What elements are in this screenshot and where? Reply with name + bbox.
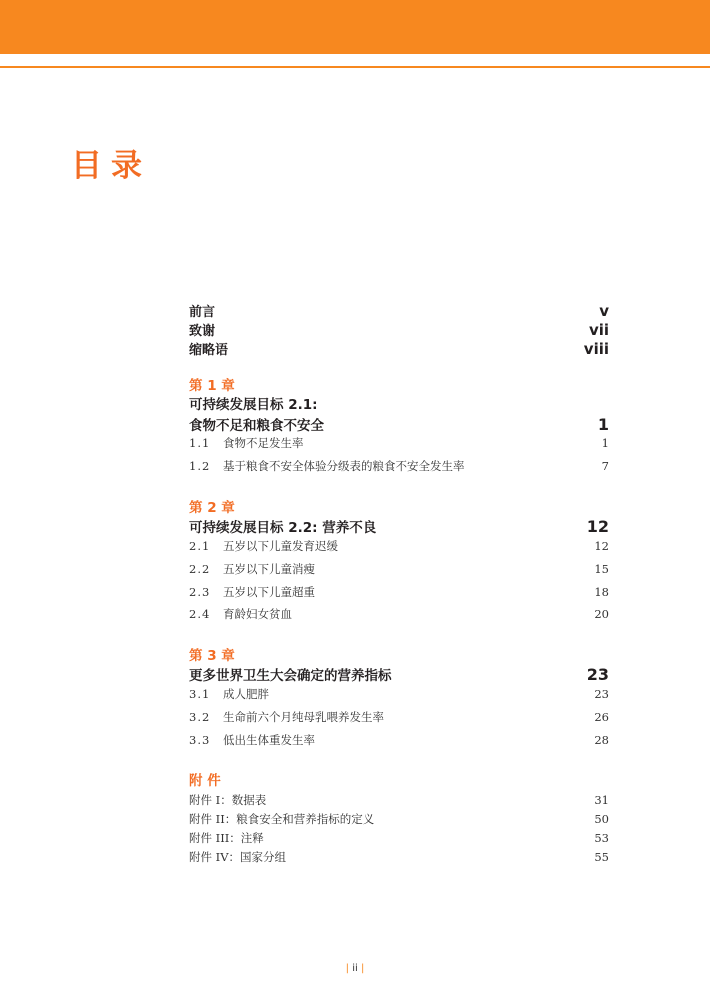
toc-entry-abbreviations[interactable] bbox=[189, 340, 609, 360]
section-number: 2.2 bbox=[189, 562, 211, 576]
section-title: 基于粮食不安全体验分级表的粮食不安全发生率 bbox=[223, 459, 465, 473]
chapter-1-title-line2[interactable] bbox=[189, 415, 609, 436]
section-title: 生命前六个月纯母乳喂养发生率 bbox=[223, 710, 384, 724]
section-number: 2.4 bbox=[189, 607, 211, 621]
section-number: 3.2 bbox=[189, 710, 211, 724]
toc-annex-3[interactable] bbox=[189, 830, 609, 846]
section-page: 26 bbox=[594, 710, 609, 724]
section-number: 1.2 bbox=[189, 459, 211, 473]
toc-annex-1[interactable] bbox=[189, 792, 609, 808]
page-footer bbox=[0, 963, 710, 974]
section-page: 1 bbox=[601, 436, 609, 450]
toc-entry-label: 缩略语 bbox=[189, 343, 229, 358]
section-number: 3.3 bbox=[189, 733, 211, 747]
page-title: 目录 bbox=[71, 148, 151, 184]
chapter-title-text: 更多世界卫生大会确定的营养指标 bbox=[189, 668, 392, 684]
section-number: 2.3 bbox=[189, 585, 211, 599]
toc-entry-page: viii bbox=[583, 340, 609, 358]
toc-section-3-1[interactable] bbox=[189, 686, 609, 702]
footer-bar-right: | bbox=[360, 963, 365, 974]
toc-section-2-4[interactable] bbox=[189, 606, 609, 622]
annex-page: 31 bbox=[594, 793, 609, 807]
section-number: 1.1 bbox=[189, 436, 211, 450]
section-title: 五岁以下儿童消瘦 bbox=[223, 562, 315, 576]
section-page: 15 bbox=[594, 562, 609, 576]
toc-section-1-1[interactable] bbox=[189, 435, 609, 451]
chapter-page: 23 bbox=[586, 665, 609, 684]
toc-entry-label: 前言 bbox=[189, 305, 216, 320]
chapter-page: 1 bbox=[597, 415, 609, 434]
annex-title: 附件 IV：国家分组 bbox=[189, 850, 287, 864]
toc-annex-4[interactable] bbox=[189, 849, 609, 865]
section-title: 食物不足发生率 bbox=[223, 436, 304, 450]
chapter-2-label: 第 2 章 bbox=[189, 500, 235, 516]
toc-entry-page: vii bbox=[588, 321, 609, 339]
section-page: 28 bbox=[594, 733, 609, 747]
section-page: 20 bbox=[594, 607, 609, 621]
header-rule bbox=[0, 66, 710, 68]
annex-page: 53 bbox=[594, 831, 609, 845]
annex-title: 附件 II：粮食安全和营养指标的定义 bbox=[189, 812, 375, 826]
annex-page: 55 bbox=[594, 850, 609, 864]
toc-section-2-2[interactable] bbox=[189, 561, 609, 577]
chapter-1-label: 第 1 章 bbox=[189, 378, 235, 394]
chapter-title-text: 可持续发展目标 2.1: bbox=[189, 397, 318, 413]
section-title: 成人肥胖 bbox=[223, 687, 269, 701]
section-page: 18 bbox=[594, 585, 609, 599]
chapter-page: 12 bbox=[586, 517, 609, 536]
header-banner bbox=[0, 0, 710, 54]
toc-annex-2[interactable] bbox=[189, 811, 609, 827]
toc-section-3-2[interactable] bbox=[189, 709, 609, 725]
annex-label: 附 件 bbox=[189, 773, 221, 789]
toc-section-3-3[interactable] bbox=[189, 732, 609, 748]
toc-entry-page: v bbox=[599, 302, 609, 320]
toc-section-2-1[interactable] bbox=[189, 538, 609, 554]
page-number: ii bbox=[352, 963, 358, 974]
annex-title: 附件 I：数据表 bbox=[189, 793, 267, 807]
chapter-2-title[interactable] bbox=[189, 517, 609, 538]
chapter-3-title[interactable] bbox=[189, 665, 609, 686]
toc-section-1-2[interactable] bbox=[189, 458, 609, 474]
toc-section-2-3[interactable] bbox=[189, 584, 609, 600]
section-page: 12 bbox=[594, 539, 609, 553]
chapter-1-title-line1[interactable] bbox=[189, 395, 609, 415]
chapter-title-text: 食物不足和粮食不安全 bbox=[189, 418, 324, 434]
annex-title: 附件 III：注释 bbox=[189, 831, 264, 845]
annex-page: 50 bbox=[594, 812, 609, 826]
chapter-3-label: 第 3 章 bbox=[189, 648, 235, 664]
section-title: 五岁以下儿童超重 bbox=[223, 585, 315, 599]
chapter-title-text: 可持续发展目标 2.2: 营养不良 bbox=[189, 520, 377, 536]
footer-bar-left: | bbox=[345, 963, 350, 974]
section-title: 低出生体重发生率 bbox=[223, 733, 315, 747]
toc-entry-preface[interactable] bbox=[189, 302, 609, 322]
section-title: 五岁以下儿童发育迟缓 bbox=[223, 539, 338, 553]
section-number: 3.1 bbox=[189, 687, 211, 701]
toc-entry-label: 致谢 bbox=[189, 324, 216, 339]
section-page: 7 bbox=[601, 459, 609, 473]
section-title: 育龄妇女贫血 bbox=[223, 607, 292, 621]
section-page: 23 bbox=[594, 687, 609, 701]
toc-entry-acknowledgements[interactable] bbox=[189, 321, 609, 341]
section-number: 2.1 bbox=[189, 539, 211, 553]
